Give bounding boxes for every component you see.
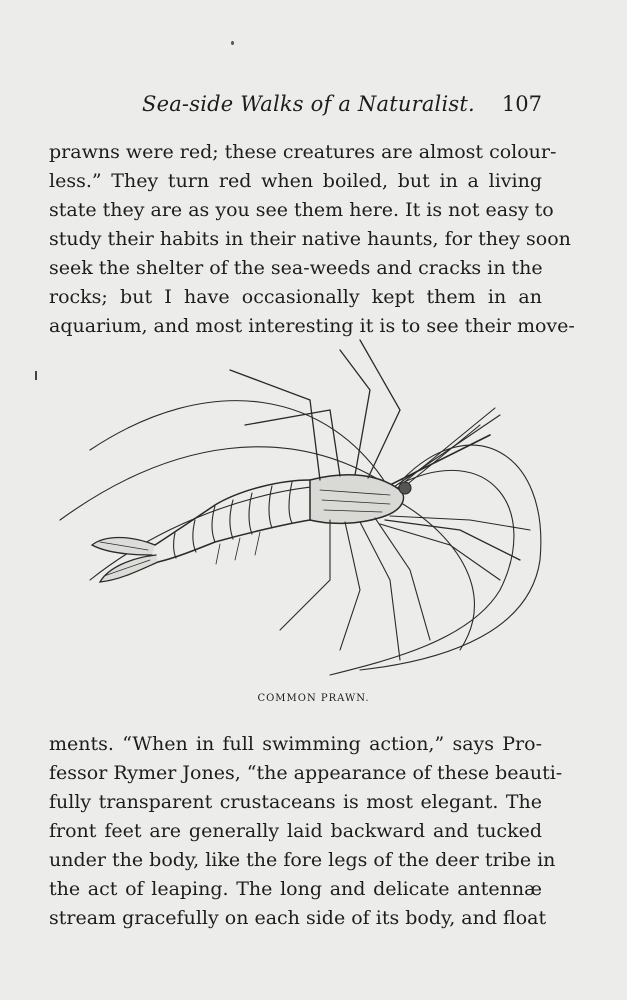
text-line: fully transparent crustaceans is most elegant. The <box>49 791 542 813</box>
prawn-engraving <box>30 330 590 700</box>
text-line: state they are as you see them here. It is not easy to <box>49 199 554 221</box>
text-line: rocks; but I have occasionally kept them in an <box>49 286 542 308</box>
text-line: front feet are generally laid backward and tucked <box>49 820 542 842</box>
text-line: the act of leaping. The long and delicate antennæ <box>49 878 542 900</box>
text-line: prawns were red; these creatures are almost colour- <box>49 141 557 163</box>
paragraph-bottom <box>49 730 563 933</box>
running-title: Sea-side Walks of a Naturalist. <box>142 92 475 116</box>
page-number: 107 <box>501 92 542 116</box>
text-line: study their habits in their native haunts, for they soon <box>49 228 571 250</box>
text-line: less.” They turn red when boiled, but in a living <box>49 170 542 192</box>
text-line: stream gracefully on each side of its body, and float <box>49 907 547 929</box>
text-line: fessor Rymer Jones, “the appearance of these beauti- <box>49 762 563 784</box>
running-head <box>50 92 542 126</box>
paragraph-top <box>49 138 575 341</box>
text-line: under the body, like the fore legs of the deer tribe in <box>49 849 556 871</box>
text-line: ments. “When in full swimming action,” says Pro- <box>49 733 542 755</box>
text-line: seek the shelter of the sea-weeds and cracks in the <box>49 257 543 279</box>
ink-speck <box>231 41 234 45</box>
prawn-illustration <box>30 330 590 700</box>
figure-caption: COMMON PRAWN. <box>257 693 370 704</box>
text-line: aquarium, and most interesting it is to see their move- <box>49 315 575 337</box>
